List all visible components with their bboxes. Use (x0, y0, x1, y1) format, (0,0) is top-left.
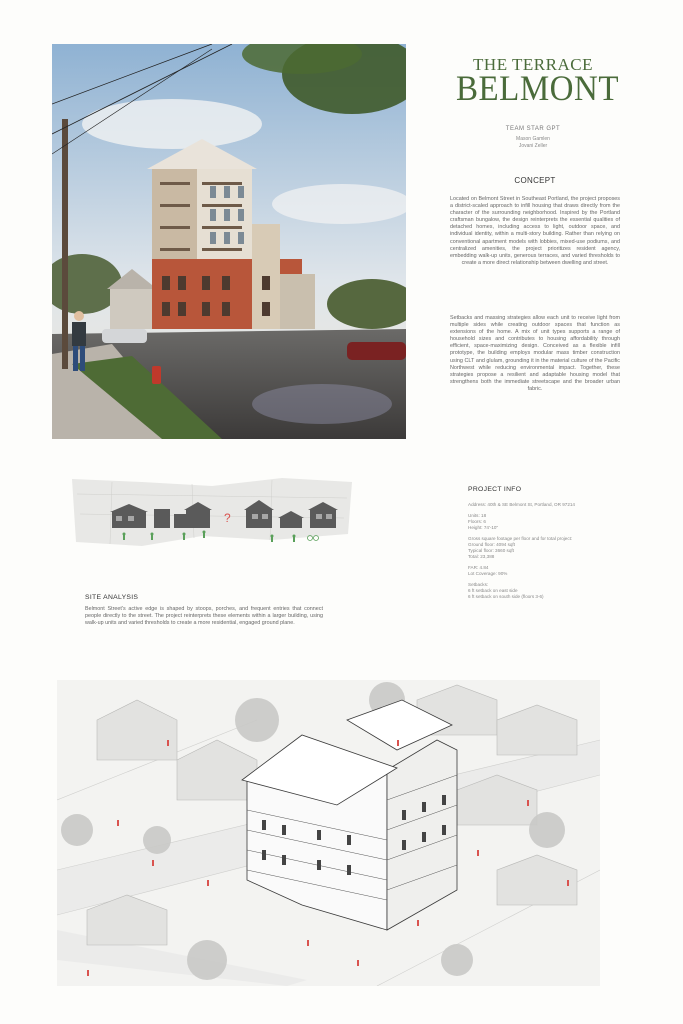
project-lot-coverage: Lot Coverage: 90% (468, 571, 508, 576)
project-far: FAR: 4.84 (468, 565, 489, 570)
project-ground-floor: Ground floor: 4094 sqft (468, 542, 515, 547)
concept-paragraph: Located on Belmont Street in Southeast Portland, the project proposes a district-scaled approach to infill housing that draws directly from the character of the surrounding neighborhood. Inspired by the Portland craftsman bungalow, the design reinterprets the essential qualities of detached homes, including access to light, outdoor space, and individual identity, within a multi-story building. Rather than relying on conventional apartment models with lobbies, mixed-use podiums, and centralized amenities, the project prioritizes resident agency, embedding walk-up units, generous terraces, and varied thresholds to create a more direct relationship between dwelling and street. (450, 196, 620, 266)
title-line-2: BELMONT (456, 69, 619, 109)
team-member: Jovani Zeller (518, 143, 548, 149)
hero-rendering-image (52, 44, 406, 439)
team-label: TEAM STAR GPT (505, 126, 561, 132)
project-units: Units: 18 (468, 513, 487, 518)
site-analysis-heading: SITE ANALYSIS (85, 594, 139, 601)
question-mark: ? (224, 511, 231, 525)
project-typical-floor: Typical floor: 3660 sqft (468, 548, 514, 553)
project-floors: Floors: 6 (468, 519, 486, 524)
site-analysis-image (72, 474, 352, 552)
project-address: Address: 40th & SE Belmont St, Portland, OR 97214 (468, 502, 575, 507)
project-setbacks-heading: Setbacks: (468, 582, 489, 587)
project-setback-south: 6 ft setback on south side (floors 3-6) (468, 594, 544, 599)
project-title (456, 55, 619, 109)
project-info (468, 502, 618, 605)
project-area-heading: Gross square footage per floor and for total project: (468, 536, 573, 541)
concept-paragraph: Setbacks and massing strategies allow each unit to receive light from multiple sides while creating outdoor spaces that function as extensions of the home. A mix of unit types supports a range of household sizes and contributes to housing affordability through efficient, space-maximizing design. Conceived as a flexible infill prototype, the building employs modular mass timber construction using CLT and glulam, grounding it in the material culture of the Pacific Northwest while reducing environmental impact. Together, these strategies propose a resilient and adaptable housing model that strengthens both the immediate streetscape and the broader urban fabric. (450, 315, 620, 392)
axonometric-image (57, 680, 600, 986)
team-member: Mason Gamlen (516, 136, 550, 142)
team-block (456, 126, 610, 149)
site-analysis-diagram (72, 474, 352, 552)
project-setback-east: 6 ft setback on east side (468, 588, 518, 593)
hero-rendering (52, 44, 406, 439)
project-total: Total: 23,388 (468, 554, 495, 559)
site-analysis-text: Belmont Street's active edge is shaped by stoops, porches, and frequent entries that connect people directly to the street. The project reinterprets these elements within a larger building, using walk-up units and varied thresholds to create a more residential, engaged ground plane. (85, 606, 323, 627)
project-height: Height: 74'-10" (468, 525, 499, 530)
axonometric-drawing (57, 680, 600, 986)
title-line-1: THE TERRACE (473, 55, 593, 74)
project-info-heading: PROJECT INFO (468, 486, 522, 493)
concept-heading: CONCEPT (514, 176, 556, 185)
